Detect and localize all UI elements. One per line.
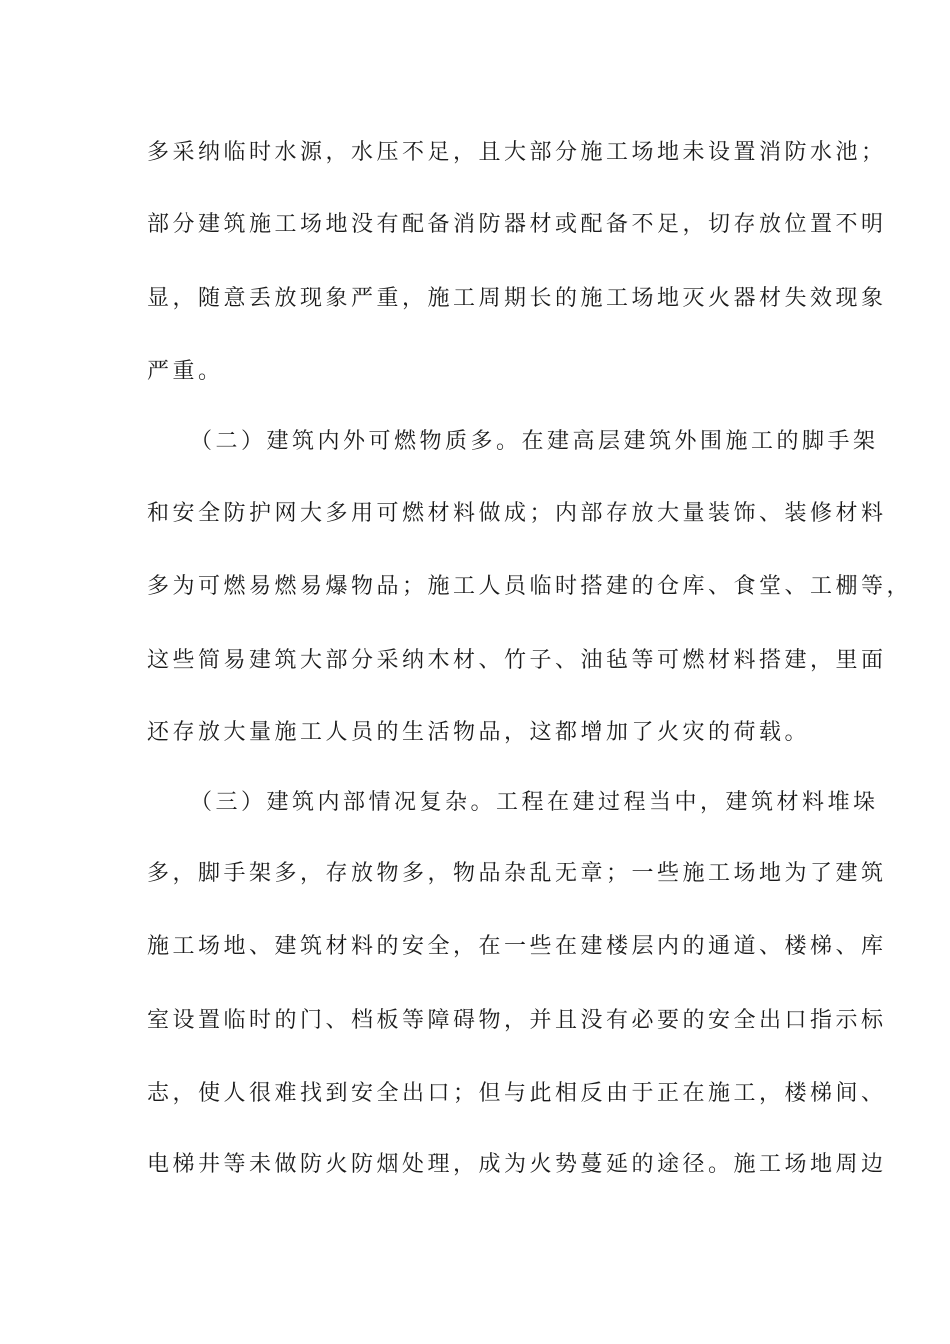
- text-line-11: 多，脚手架多，存放物多，物品杂乱无章；一些施工场地为了建筑: [147, 861, 887, 886]
- text-line-5: （二）建筑内外可燃物质多。在建高层建筑外围施工的脚手架: [190, 429, 879, 454]
- text-line-13: 室设置临时的门、档板等障碍物，并且没有必要的安全出口指示标: [147, 1008, 887, 1033]
- text-line-14: 志，使人很难找到安全出口；但与此相反由于正在施工，楼梯间、: [147, 1081, 887, 1106]
- text-line-12: 施工场地、建筑材料的安全，在一些在建楼层内的通道、楼梯、库: [147, 934, 887, 959]
- text-line-10: （三）建筑内部情况复杂。工程在建过程当中，建筑材料堆垛: [190, 790, 879, 815]
- text-line-8: 这些简易建筑大部分采纳木材、竹子、油毡等可燃材料搭建，里面: [147, 648, 887, 673]
- text-line-4: 严重。: [147, 359, 224, 384]
- text-line-6: 和安全防护网大多用可燃材料做成；内部存放大量装饰、装修材料: [147, 501, 887, 526]
- text-line-15: 电梯井等未做防火防烟处理，成为火势蔓延的途径。施工场地周边: [147, 1152, 887, 1177]
- text-line-2: 部分建筑施工场地没有配备消防器材或配备不足，切存放位置不明: [147, 212, 887, 237]
- text-line-7: 多为可燃易燃易爆物品；施工人员临时搭建的仓库、食堂、工棚等，: [147, 574, 913, 599]
- text-line-1: 多采纳临时水源，水压不足，且大部分施工场地未设置消防水池；: [147, 140, 887, 165]
- text-line-9: 还存放大量施工人员的生活物品，这都增加了火灾的荷载。: [147, 720, 811, 745]
- text-line-3: 显，随意丢放现象严重，施工周期长的施工场地灭火器材失效现象: [147, 286, 887, 311]
